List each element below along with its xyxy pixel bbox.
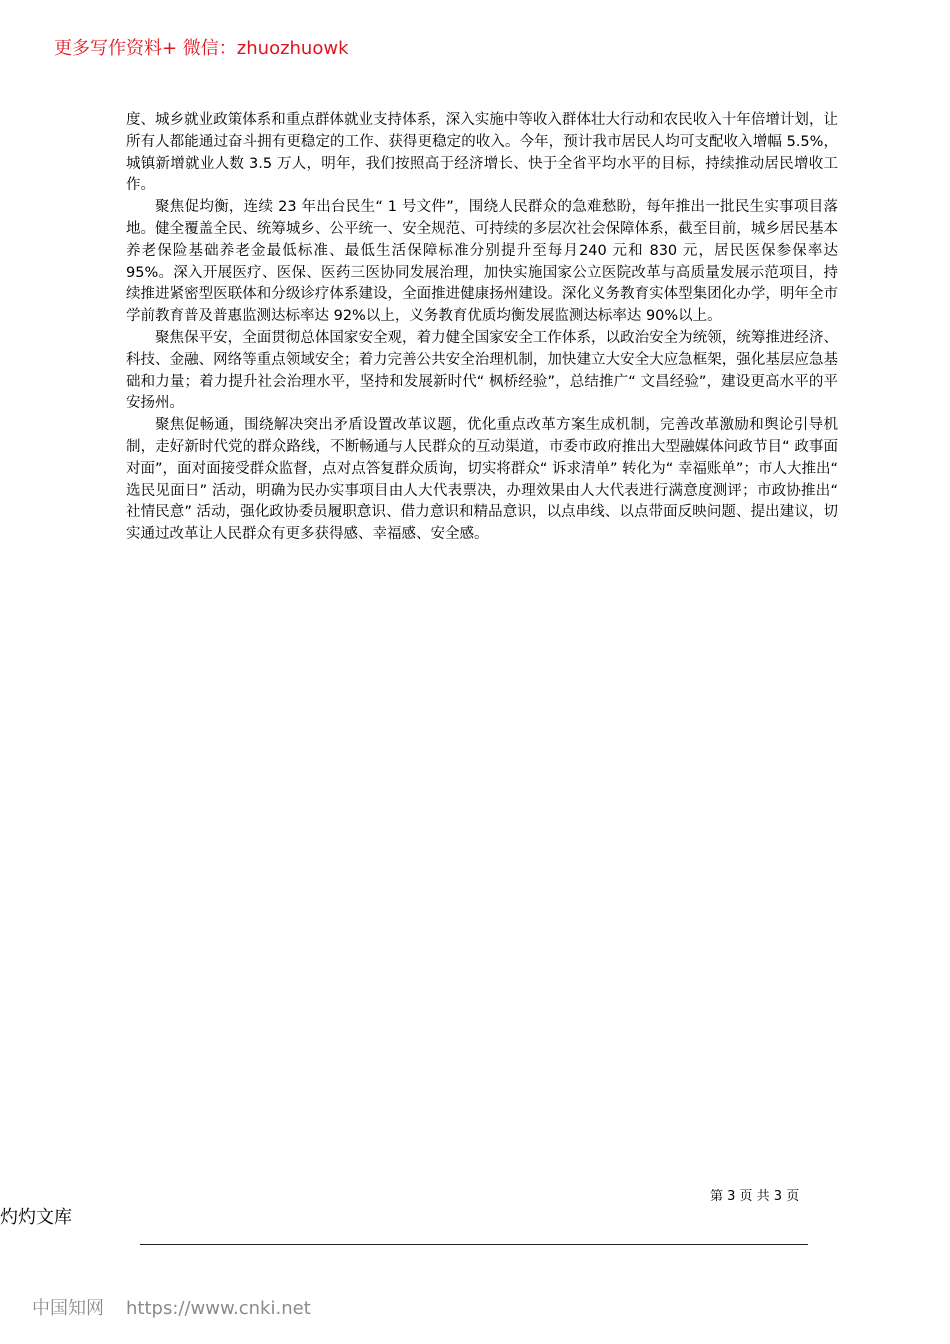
library-name: 灼灼文库	[0, 1207, 72, 1228]
watermark-site-name: 中国知网	[32, 1298, 104, 1319]
watermark-url: https://www.cnki.net	[126, 1298, 311, 1319]
page-number: 第 3 页 共 3 页	[710, 1189, 800, 1204]
paragraph-1: 度、城乡就业政策体系和重点群体就业支持体系，深入实施中等收入群体壮大行动和农民收入十年倍增计划，让所有人都能通过奋斗拥有更稳定的工作、获得更稳定的收入。今年，预计我市居民人均可支配收入增幅 5.5%，城镇新增就业人数 3.5 万人，明年，我们按照高于经济增长、快于全省平均水平的目标，持续推动居民增收工作。	[126, 112, 838, 194]
paragraph-3: 聚焦保平安，全面贯彻总体国家安全观，着力健全国家安全工作体系，以政治安全为统领，统筹推进经济、科技、金融、网络等重点领域安全；着力完善公共安全治理机制，加快建立大安全大应急框架，强化基层应急基础和力量；着力提升社会治理水平，坚持和发展新时代“ 枫桥经验”，总结推广“ 文昌经验”，建设更高水平的平安扬州。	[126, 329, 838, 412]
paragraph-2: 聚焦促均衡，连续 23 年出台民生“ 1 号文件”，围绕人民群众的急难愁盼，每年推出一批民生实事项目落地。健全覆盖全民、统筹城乡、公平统一、安全规范、可持续的多层次社会保障体系，截至目前，城乡居民基本养老保险基础养老金最低标准、最低生活保障标准分别提升至每月240 元和 830 元，居民医保参保率达 95%。深入开展医疗、医保、医药三医协同发展治理，加快实施国家公立医院改革与高质量发展示范项目，持续推进紧密型医联体和分级诊疗体系建设，全面推进健康扬州建设。深化义务教育实体型集团化办学，明年全市学前教育普及普惠监测达标率达 92%以上，义务教育优质均衡发展监测达标率达 90%以上。	[126, 199, 838, 325]
document-body	[126, 110, 838, 546]
paragraph-4: 聚焦促畅通，围绕解决突出矛盾设置改革议题，优化重点改革方案生成机制，完善改革激励和舆论引导机制，走好新时代党的群众路线，不断畅通与人民群众的互动渠道，市委市政府推出大型融媒体问政节目“ 政事面对面”，面对面接受群众监督，点对点答复群众质询，切实将群众“ 诉求清单” 转化为“ 幸福账单”；市人大推出“ 选民见面日” 活动，明确为民办实事项目由人大代表票决，办理效果由人大代表进行满意度测评；市政协推出“ 社情民意” 活动，强化政协委员履职意识、借力意识和精品意识，以点串线、以点带面反映问题、提出建议，切实通过改革让人民群众有更多获得感、幸福感、安全感。	[126, 417, 838, 543]
promo-banner: 更多写作资料+ 微信：zhuozhuowk	[54, 38, 349, 59]
footer-divider	[140, 1244, 808, 1245]
watermark	[32, 1294, 311, 1320]
